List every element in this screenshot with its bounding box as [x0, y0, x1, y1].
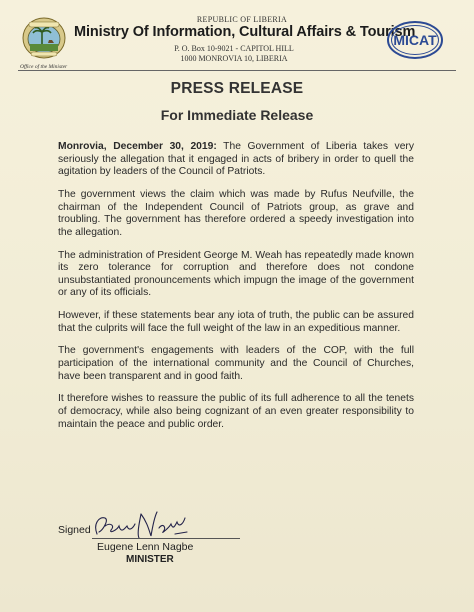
micat-logo-text: MICAT: [393, 32, 437, 48]
dateline: Monrovia, December 30, 2019:: [58, 141, 217, 152]
micat-logo: [386, 20, 444, 60]
paragraph: [58, 141, 414, 179]
paragraph-text: The Government of Liberia takes very seriously the allegation that it engaged in acts of bribery in order to quell the agitation by leaders of the Council of Patriots.: [58, 141, 414, 178]
page-subtitle: For Immediate Release: [160, 107, 314, 123]
paragraph: The government's engagements with leaders of the COP, with the full participation of the international community and the Council of Churches, have been transparent and in good faith.: [58, 345, 414, 382]
paragraph: However, if these statements bear any iota of truth, the public can be assured that the culprits will face the full weight of the law in an expeditious manner.: [58, 310, 414, 334]
signature-line: [92, 538, 240, 539]
signer-name: Eugene Lenn Nagbe: [97, 541, 194, 553]
republic-heading: REPUBLIC OF LIBERIA: [196, 15, 288, 24]
signer-title: MINISTER: [126, 554, 174, 565]
paragraph: It therefore wishes to reassure the public of its full adherence to all the tenets of democracy, while also being cognizant of an even greater responsibility to maintain the peace and public order.: [58, 393, 414, 430]
office-label: Office of the Minister: [20, 64, 68, 70]
press-release-body: [58, 141, 414, 441]
paragraph: The administration of President George M. Weah has repeatedly made known its zero tolerance for corruption and therefore does not condone unsubstantiated pronouncements which impugn the image of the government or any of its officials.: [58, 249, 414, 299]
address-line-1: P. O. Box 10-9021 - CAPITOL HILL: [174, 44, 294, 53]
ministry-name: Ministry Of Information, Cultural Affairs & Tourism: [74, 24, 416, 40]
signed-label: Signed: [58, 524, 91, 536]
letterhead-divider: [18, 70, 456, 71]
paragraph: The government views the claim which was made by Rufus Neufville, the chairman of the Independent Council of Patriots group, as grave and troubling. The government has therefore ordered a speedy investigation into the allegation.: [58, 188, 414, 238]
page-title: PRESS RELEASE: [170, 80, 304, 97]
address-line-2: 1000 MONROVIA 10, LIBERIA: [180, 54, 288, 63]
